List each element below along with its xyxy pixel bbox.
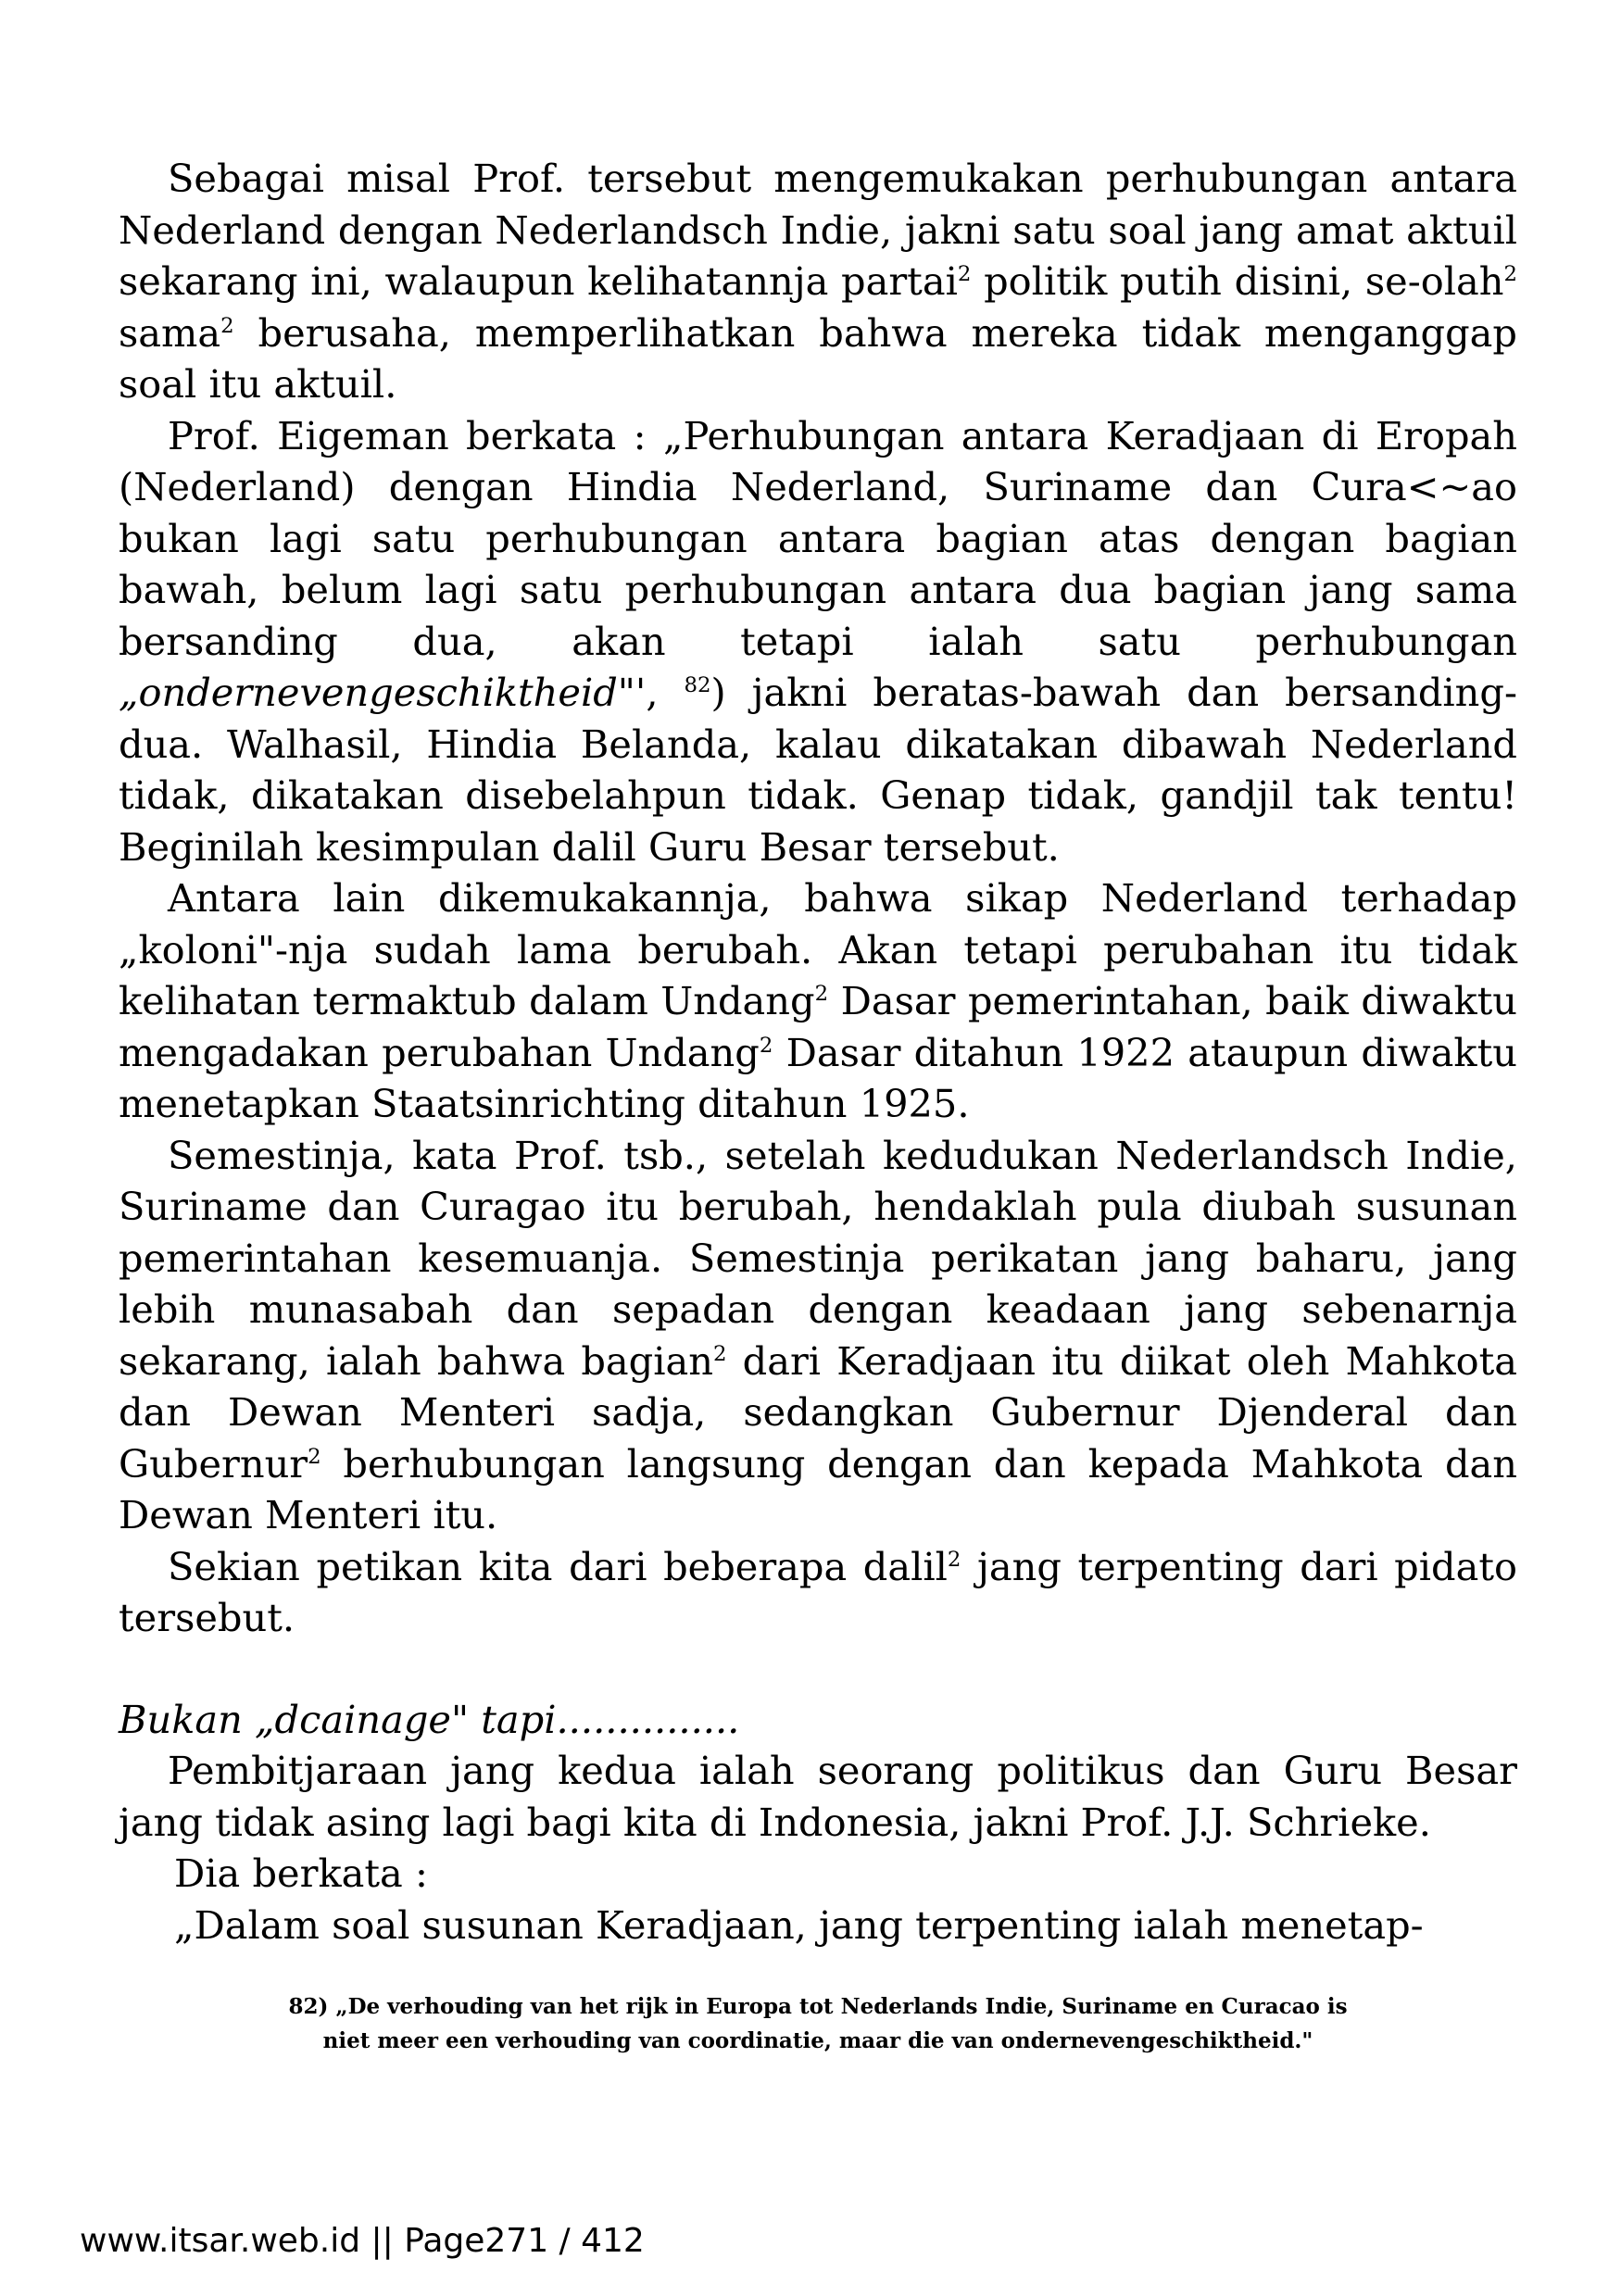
paragraph-1-text-d: berusaha, memperlihatkan bahwa mereka tidak menganggap soal itu aktuil.	[119, 309, 1517, 407]
paragraph-1-text-c: sama	[119, 309, 221, 356]
superscript-two: 2	[814, 982, 829, 1007]
paragraph-5-text-b: jang terpenting dari pidato tersebut.	[119, 1543, 1517, 1640]
footnote-reference: 82	[684, 673, 711, 698]
superscript-two: 2	[1503, 262, 1517, 287]
paragraph-4-text-b: dari Keradjaan itu diikat oleh Mahkota dan Dewan Menteri sadja, sedangkan Gubernur Djenderal dan Gubernur	[119, 1337, 1517, 1487]
paragraph-3-text-c: Dasar ditahun 1922 ataupun diwaktu menetapkan Staatsinrichting ditahun 1925.	[119, 1029, 1517, 1126]
page-footer: www.itsar.web.id || Page271 / 412	[80, 2222, 645, 2260]
paragraph-5-text-a: Sekian petikan kita dari beberapa dalil	[168, 1543, 948, 1589]
paragraph-5	[119, 1541, 1517, 1644]
paragraph-3-text-b: Dasar pemerintahan, baik diwaktu mengadakan perubahan Undang	[119, 978, 1517, 1075]
paragraph-2-text-c: ) jakni beratas-bawah dan bersanding-dua. Walhasil, Hindia Belanda, kalau dikatakan dibawah Nederland tidak, dikatakan disebelahpun tidak. Genap tidak, gandjil tak tentu! Beginilah kesimpulan dalil Guru Besar tersebut.	[119, 670, 1517, 870]
paragraph-8: „Dalam soal susunan Keradjaan, jang terpenting ialah menetap-	[174, 1901, 1424, 1948]
paragraph-2-text-a: Prof. Eigeman berkata : „Perhubungan antara Keradjaan di Eropah (Nederland) dengan Hindia Nederland, Suriname dan Cura<~ao bukan lagi satu perhubungan antara bagian atas dengan bagian bawah, belum lagi satu perhubungan antara dua bagian jang sama bersanding dua, akan tetapi ialah satu perhubungan	[119, 412, 1517, 664]
superscript-two: 2	[759, 1033, 773, 1058]
footnote	[119, 1989, 1517, 2058]
superscript-two: 2	[712, 1341, 727, 1366]
body-text	[119, 153, 1517, 1951]
superscript-two: 2	[947, 1547, 961, 1572]
paragraph-7: Dia berkata :	[174, 1851, 428, 1896]
paragraph-1-text-a: Sebagai misal Prof. tersebut mengemukakan perhubungan antara Nederland dengan Nederlandsch Indie, jakni satu soal jang amat aktuil sekarang ini, walaupun kelihatannja partai	[119, 156, 1517, 304]
paragraph-4-text-c: berhubungan langsung dengan dan kepada Mahkota dan Dewan Menteri itu.	[119, 1440, 1517, 1537]
paragraph-1-text-b: politik putih disini, se-olah	[971, 258, 1504, 304]
paragraph-4-text-a: Semestinja, kata Prof. tsb., setelah kedudukan Nederlandsch Indie, Suriname dan Curagao itu berubah, hendaklah pula diubah susunan pemerintahan kesemuanja. Semestinja perikatan jang baharu, jang lebih munasabah dan sepadan dengan keadaan jang sebenarnja sekarang, ialah bahwa bagian	[119, 1132, 1517, 1384]
superscript-two: 2	[957, 262, 972, 287]
italic-term: „ondernevengeschiktheid"'	[119, 670, 647, 715]
paragraph-3-text-a: Antara lain dikemukakannja, bahwa sikap Nederland terhadap „koloni"-nja sudah lama berubah. Akan tetapi perubahan itu tidak kelihatan termaktub dalam Undang	[119, 875, 1517, 1023]
superscript-two: 2	[308, 1444, 321, 1469]
paragraph-4	[119, 1130, 1517, 1541]
footnote-line-2: niet meer een verhouding van coordinatie, maar die van ondernevengeschiktheid."	[322, 2028, 1313, 2053]
paragraph-1	[119, 153, 1517, 410]
paragraph-2-text-b: ,	[646, 670, 685, 715]
section-heading: Bukan „dcainage" tapi...............	[119, 1696, 740, 1742]
section-spacer	[119, 1644, 1517, 1694]
paragraph-3	[119, 872, 1517, 1130]
superscript-two: 2	[220, 313, 234, 338]
footnote-line-1: 82) „De verhouding van het rijk in Europa tot Nederlands Indie, Suriname en Curacao is	[288, 1994, 1348, 2019]
paragraph-2	[119, 410, 1517, 873]
paragraph-6: Pembitjaraan jang kedua ialah seorang politikus dan Guru Besar jang tidak asing lagi bagi kita di Indonesia, jakni Prof. J.J. Schrieke.	[119, 1748, 1517, 1845]
